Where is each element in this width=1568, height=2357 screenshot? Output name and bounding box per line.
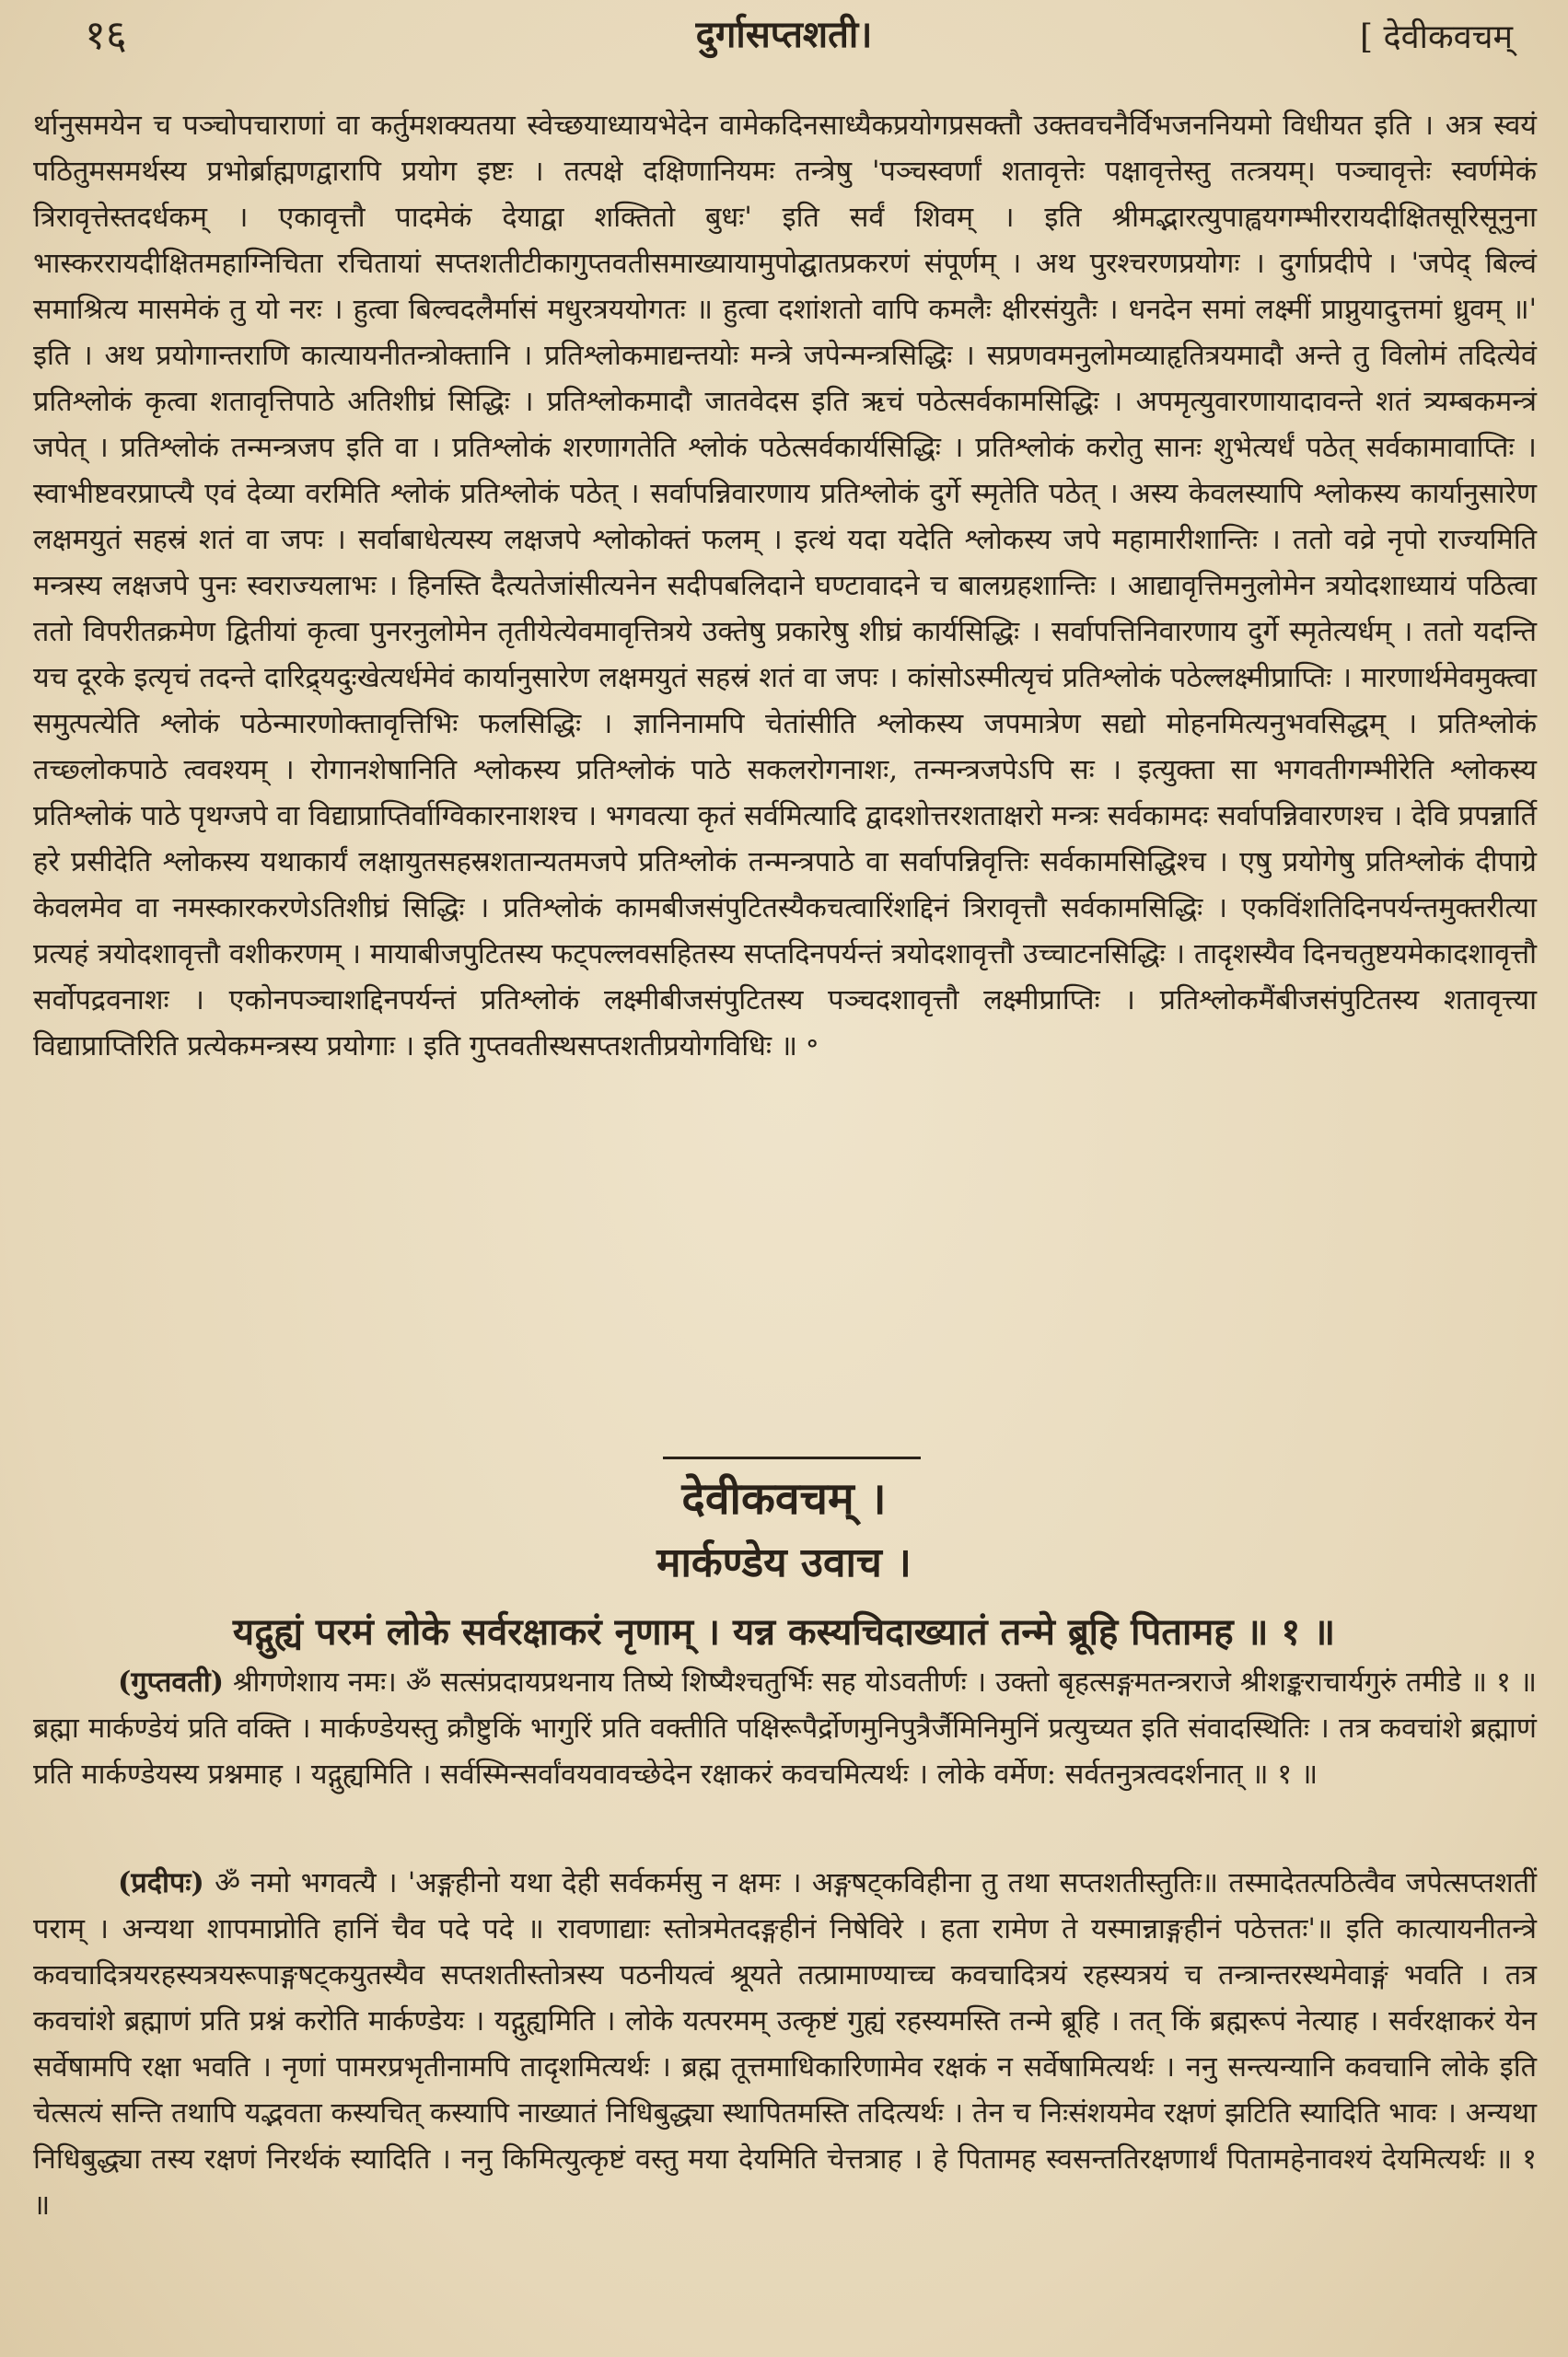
page-number: १६: [85, 12, 127, 59]
verse-1: यद्गुह्यं परमं लोके सर्वरक्षाकरं नृणाम् । यन्न कस्यचिदाख्यातं तन्मे ब्रूहि पितामह ॥ १ ॥: [232, 1610, 1336, 1654]
section-label: [ देवीकवचम्: [1360, 18, 1513, 56]
section-divider: [663, 1457, 921, 1459]
commentary-top-text: र्थानुसमयेन च पञ्चोपचाराणां वा कर्तुमशक्यतया स्वेच्छयाध्यायभेदेन वामेकदिनसाध्यैकप्रयोगप्रसक्तौ उक्तवचनैर्विभजननियमो विधीयत इति । अत्र स्वयं पठितुमसमर्थस्य प्रभोर्ब्राह्मणद्वारापि प्रयोग इष्टः । तत्पक्षे दक्षिणानियमः तन्त्रेषु 'पञ्चस्वर्णां शतावृत्तेः पक्षावृत्तेस्तु तत्त्रयम्। पञ्चावृत्तेः स्वर्णमेकं त्रिरावृत्तेस्तदर्धकम् । एकावृत्तौ पादमेकं देयाद्वा शक्तितो बुधः' इति सर्वं शिवम् । इति श्रीमद्भारत्युपाह्वयगम्भीररायदीक्षितसूरिसूनुना भास्कररायदीक्षितमहाग्निचिता रचितायां सप्तशतीटीकागुप्तवतीसमाख्यायामुपोद्घातप्रकरणं संपूर्णम् । अथ पुरश्चरणप्रयोगः । दुर्गाप्रदीपे । 'जपेद् बिल्वं समाश्रित्य मासमेकं तु यो नरः । हुत्वा बिल्वदलैर्मासं मधुरत्रययोगतः ॥ हुत्वा दशांशतो वापि कमलैः क्षीरसंयुतैः । धनदेन समां लक्ष्मीं प्राप्नुयादुत्तमां ध्रुवम् ॥' इति । अथ प्रयोगान्तराणि कात्यायनीतन्त्रोक्तानि । प्रतिश्लोकमाद्यन्तयोः मन्त्रे जपेन्मन्त्रसिद्धिः । सप्रणवमनुलोमव्याहृतित्रयमादौ अन्ते तु विलोमं तदित्येवं प्रतिश्लोकं कृत्वा शतावृत्तिपाठे अतिशीघ्रं सिद्धिः । प्रतिश्लोकमादौ जातवेदस इति ऋचं पठेत्सर्वकामसिद्धिः । अपमृत्युवारणायादावन्ते शतं त्र्यम्बकमन्त्रं जपेत् । प्रतिश्लोकं तन्मन्त्रजप इति वा । प्रतिश्लोकं शरणागतेति श्लोकं पठेत्सर्वकार्यसिद्धिः । प्रतिश्लोकं करोतु सानः शुभेत्यर्धं पठेत् सर्वकामावाप्तिः । स्वाभीष्टवरप्राप्त्यै एवं देव्या वरमिति श्लोकं प्रतिश्लोकं पठेत् । सर्वापन्निवारणाय प्रतिश्लोकं दुर्गे स्मृतेति पठेत् । अस्य केवलस्यापि श्लोकस्य कार्यानुसारेण लक्षमयुतं सहस्रं शतं वा जपः । सर्वाबाधेत्यस्य लक्षजपे श्लोकोक्तं फलम् । इत्थं यदा यदेति श्लोकस्य जपे महामारीशान्तिः । ततो वव्रे नृपो राज्यमिति मन्त्रस्य लक्षजपे पुनः स्वराज्यलाभः । हिनस्ति दैत्यतेजांसीत्यनेन सदीपबलिदाने घण्टावादने च बालग्रहशान्तिः । आद्यावृत्तिमनुलोमेन त्रयोदशाध्यायं पठित्वा ततो विपरीतक्रमेण द्वितीयां कृत्वा पुनरनुलोमेन तृतीयेत्येवमावृत्तित्रये उक्तेषु प्रकारेषु शीघ्रं कार्यसिद्धिः । सर्वापत्तिनिवारणाय दुर्गे स्मृतेत्यर्धम् । ततो यदन्ति यच दूरके इत्यृचं तदन्ते दारिद्र्यदुःखेत्यर्धमेवं कार्यानुसारेण लक्षमयुतं सहस्रं शतं वा जपः । कांसोऽस्मीत्यृचं प्रतिश्लोकं पठेल्लक्ष्मीप्राप्तिः । मारणार्थमेवमुक्त्वा समुत्पत्येति श्लोकं पठेन्मारणोक्तावृत्तिभिः फलसिद्धिः । ज्ञानिनामपि चेतांसीति श्लोकस्य जपमात्रेण सद्यो मोहनमित्यनुभवसिद्धम् । प्रतिश्लोकं तच्छ्लोकपाठे त्ववश्यम् । रोगानशेषानिति श्लोकस्य प्रतिश्लोकं पाठे सकलरोगनाशः, तन्मन्त्रजपेऽपि सः । इत्युक्ता सा भगवतीगम्भीरेति श्लोकस्य प्रतिश्लोकं पाठे पृथग्जपे वा विद्याप्राप्तिर्वाग्विकारनाशश्च । भगवत्या कृतं सर्वमित्यादि द्वादशोत्तरशताक्षरो मन्त्रः सर्वकामदः सर्वापन्निवारणश्च । देवि प्रपन्नार्ति हरे प्रसीदेति श्लोकस्य यथाकार्यं लक्षायुतसहस्रशतान्यतमजपे प्रतिश्लोकं तन्मन्त्रपाठे वा सर्वापन्निवृत्तिः सर्वकामसिद्धिश्च । एषु प्रयोगेषु प्रतिश्लोकं दीपाग्रे केवलमेव वा नमस्कारकरणेऽतिशीघ्रं सिद्धिः । प्रतिश्लोकं कामबीजसंपुटितस्यैकचत्वारिंशद्दिनं त्रिरावृत्तौ सर्वकामसिद्धिः । एकविंशतिदिनपर्यन्तमुक्तरीत्या प्रत्यहं त्रयोदशावृत्तौ वशीकरणम् । मायाबीजपुटितस्य फट्पल्लवसहितस्य सप्तदिनपर्यन्तं त्रयोदशावृत्तौ उच्चाटनसिद्धिः । तादृशस्यैव दिनचतुष्टयमेकादशावृत्तौ सर्वोपद्रवनाशः । एकोनपञ्चाशद्दिनपर्यन्तं प्रतिश्लोकं लक्ष्मीबीजसंपुटितस्य पञ्चदशावृत्तौ लक्ष्मीप्राप्तिः । प्रतिश्लोकमैंबीजसंपुटितस्य शतावृत्त्या विद्याप्राप्तिरिति प्रत्येकमन्त्रस्य प्रयोगाः । इति गुप्तवतीस्थसप्तशतीप्रयोगविधिः ॥ ॰: [33, 110, 1537, 1062]
pradeep-label: (प्रदीपः): [118, 1866, 204, 1899]
pradeep-text: ॐ नमो भगवत्यै । 'अङ्गहीनो यथा देही सर्वकर्मसु न क्षमः । अङ्गषट्कविहीना तु तथा सप्तशतीस्तुतिः॥ तस्मादेतत्पठित्वैव जपेत्सप्तशतीं पराम् । अन्यथा शापमाप्नोति हानिं चैव पदे पदे ॥ रावणाद्याः स्तोत्रमेतदङ्गहीनं निषेविरे । हता रामेण ते यस्मान्नाङ्गहीनं पठेत्ततः'॥ इति कात्यायनीतन्त्रे कवचादित्रयरहस्यत्रयरूपाङ्गषट्कयुतस्यैव सप्तशतीस्तोत्रस्य पठनीयत्वं श्रूयते तत्प्रामाण्याच्च कवचादित्रयं रहस्यत्रयं च तन्त्रान्तरस्थमेवाङ्गं भवति । तत्र कवचांशे ब्रह्माणं प्रति प्रश्नं करोति मार्कण्डेयः । यद्गुह्यमिति । लोके यत्परमम् उत्कृष्टं गुह्यं रहस्यमस्ति तन्मे ब्रूहि । तत् किं ब्रह्मरूपं नेत्याह । सर्वरक्षाकरं येन सर्वेषामपि रक्षा भवति । नृणां पामरप्रभृतीनामपि तादृशमित्यर्थः । ब्रह्म तूत्तमाधिकारिणामेव रक्षकं न सर्वेषामित्यर्थः । ननु सन्त्यन्यानि कवचानि लोके इति चेत्सत्यं सन्ति तथापि यद्भवता कस्यचित् कस्यापि नाख्यातं निधिबुद्ध्या स्थापितमस्ति तदित्यर्थः । तेन च निःसंशयमेव रक्षणं झटिति स्यादिति भावः । अन्यथा निधिबुद्ध्या तस्य रक्षणं निरर्थकं स्यादिति । ननु किमित्युत्कृष्टं वस्तु मया देयमिति चेत्तत्राह । हे पितामह स्वसन्ततिरक्षणार्थं पितामहेनावश्यं देयमित्यर्थः ॥ १ ॥: [33, 1867, 1537, 2222]
commentary-top: [33, 103, 1537, 1070]
running-title: दुर्गासप्तशती।: [695, 13, 873, 56]
guptavati-text: श्रीगणेशाय नमः। ॐ सत्संप्रदायप्रथनाय तिष्ये शिष्यैश्चतुर्भिः सह योऽवतीर्णः । उक्तो बृहत्सङ्गमतन्त्रराजे श्रीशङ्कराचार्यगुरुं तमीडे ॥ १ ॥ ब्रह्मा मार्कण्डेयं प्रति वक्ति । मार्कण्डेयस्तु क्रौष्टुकिं भागुरिं प्रति वक्तीति पक्षिरूपैर्द्रोणमुनिपुत्रैर्जैमिनिमुनिं प्रत्युच्यत इति संवादस्थितिः । तत्र कवचांशे ब्रह्माणं प्रति मार्कण्डेयस्य प्रश्नमाह । यद्गुह्यमिति । सर्वस्मिन्सर्वांवयवावच्छेदेन रक्षाकरं कवचमित्यर्थः । लोके वर्मेण: सर्वतनुत्रत्वदर्शनात् ॥ १ ॥: [33, 1666, 1537, 1791]
guptavati-label: (गुप्तवती): [118, 1666, 225, 1699]
speaker-heading: मार्कण्डेय उवाच ।: [656, 1539, 912, 1586]
guptavati-commentary: [33, 1659, 1537, 1798]
chapter-title: देवीकवचम् ।: [681, 1473, 887, 1525]
pradeep-commentary: [33, 1860, 1537, 2229]
page-header: [0, 0, 1568, 83]
